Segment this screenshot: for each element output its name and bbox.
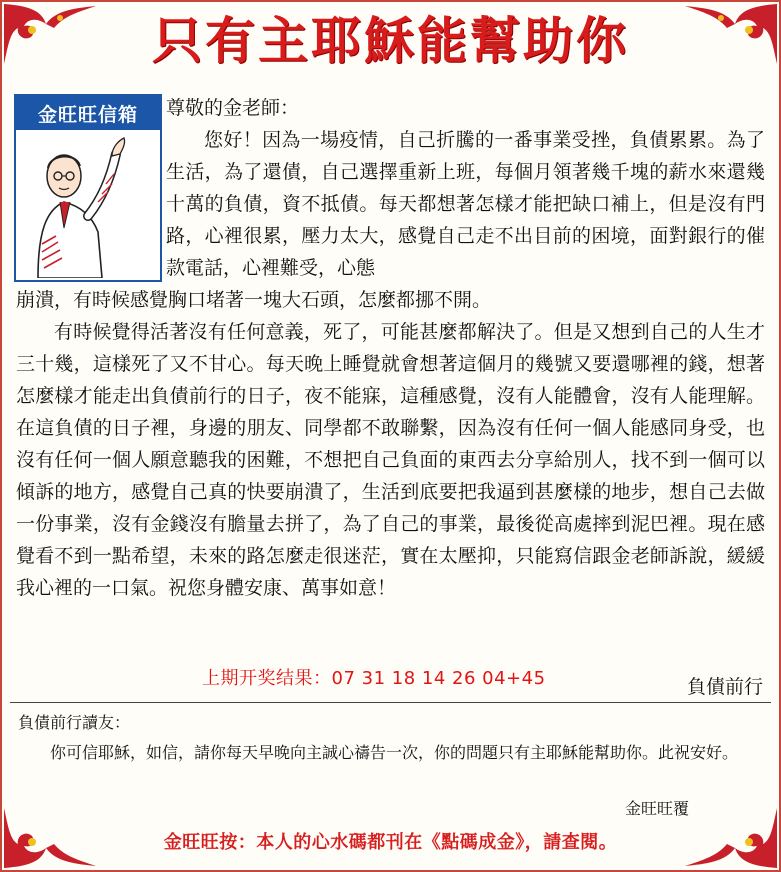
reply-body: 你可信耶穌，如信，請你每天早晚向主誠心禱告一次，你的問題只有主耶穌能幫助你。此祝安好。 <box>50 743 739 762</box>
reply-greeting: 負債前行讀友： <box>18 713 131 732</box>
page-title: 只有主耶穌能幫助你 <box>152 11 629 70</box>
reply-section <box>18 708 763 768</box>
letter-body <box>16 92 765 604</box>
letter-greeting: 尊敬的金老師： <box>166 97 300 119</box>
column-label: 金旺旺信箱 <box>16 96 160 132</box>
reply-signature: 金旺旺覆 <box>624 799 689 818</box>
letter-paragraph-1-continued: 崩潰，有時候感覺胸口堵著一塊大石頭，怎麼都挪不開。 <box>16 289 492 311</box>
footer-note: 金旺旺按：本人的心水碼都刊在《點碼成金》，請查閱。 <box>163 832 618 853</box>
letter-paragraph-1: 您好！因為一場疫情，自己折騰的一番事業受挫，負債累累。為了生活，為了還債，自己選擇重新上班，每個月領著幾千塊的薪水來還幾十萬的負債，資不抵債。每天都想著怎樣才能把缺口補上，但是沒有門路，心裡很累，壓力太大，感覺自己走不出目前的困境，面對銀行的催款電話，心裡難受，心態 <box>166 129 765 279</box>
section-divider <box>10 702 771 703</box>
lottery-result: 上期开奖结果：07 31 18 14 26 04+45 <box>202 668 546 689</box>
letter-signature: 負債前行 <box>686 676 763 698</box>
letter-paragraph-2: 有時候覺得活著沒有任何意義，死了，可能甚麼都解決了。但是又想到自己的人生才三十幾，這樣死了又不甘心。每天晚上睡覺就會想著這個月的幾號又要還哪裡的錢，想著怎麼樣才能走出負債前行的日子，夜不能寐，這種感覺，沒有人能體會，沒有人能理解。在這負債的日子裡，身邊的朋友、同學都不敢聯繫，因為沒有任何一個人能感同身受，也沒有任何一個人願意聽我的困難，不想把自己負面的東西去分享給別人，找不到一個可以傾訴的地方，感覺自己真的快要崩潰了，生活到底要把我逼到甚麼樣的地步，想自己去做一份事業，沒有金錢沒有膽量去拼了，為了自己的事業，最後從高處摔到泥巴裡。現在感覺看不到一點希望，未來的路怎麼走很迷茫，實在太壓抑，只能寫信跟金老師訴說，緩緩我心裡的一口氣。祝您身體安康、萬事如意！ <box>16 321 765 599</box>
